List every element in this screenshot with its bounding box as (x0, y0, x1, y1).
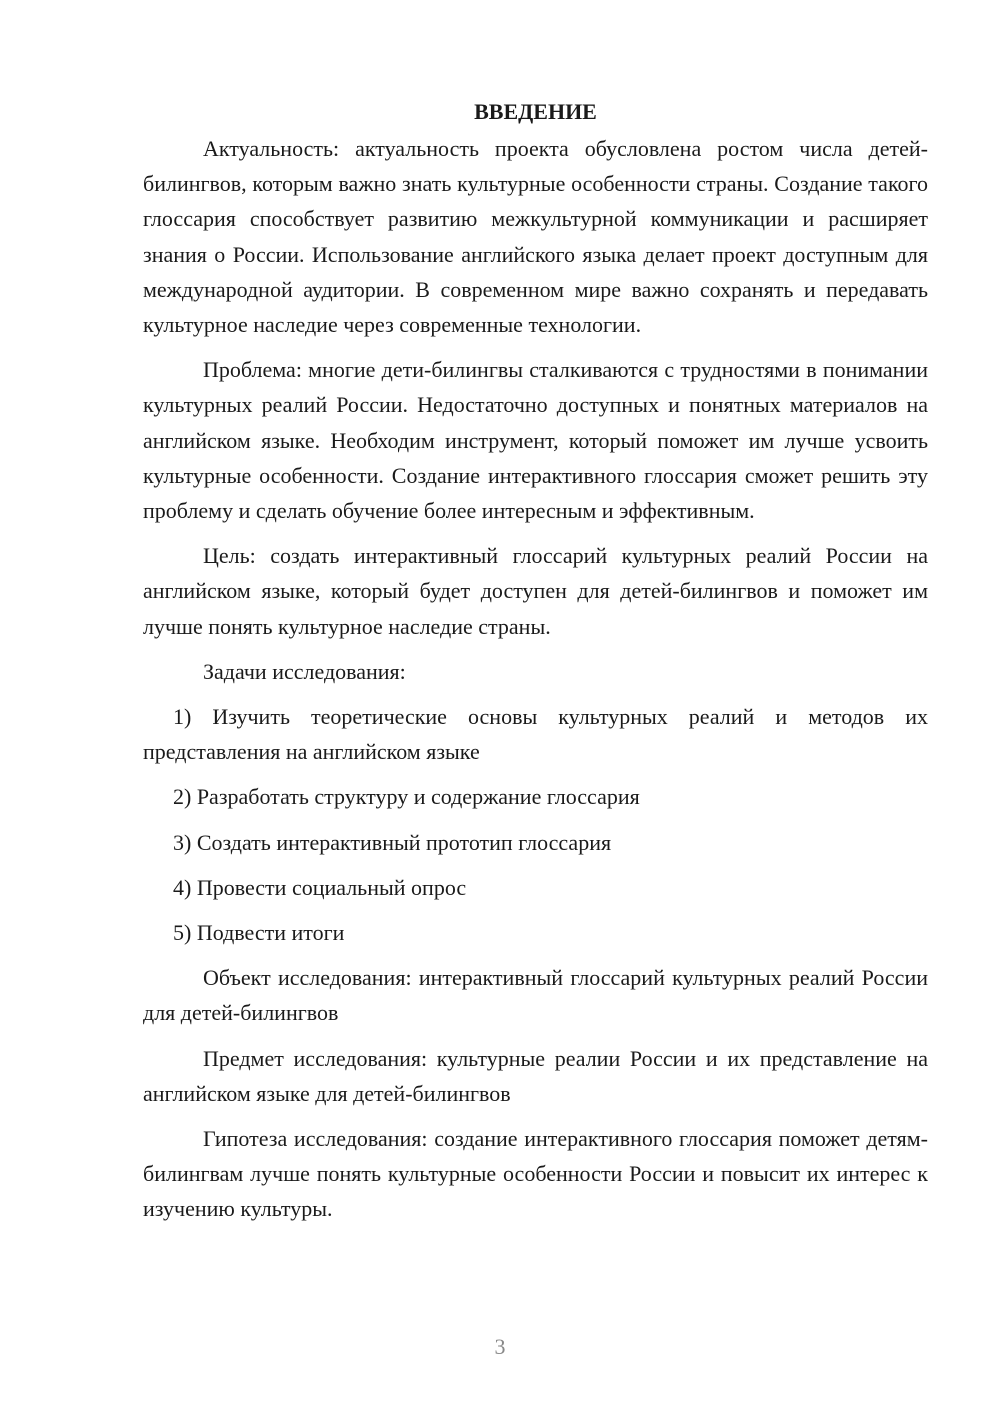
tasks-heading: Задачи исследования: (203, 658, 406, 684)
task-item-3: 3) Создать интерактивный прототип глоссария (173, 829, 612, 855)
goal-paragraph: Цель: создать интерактивный глоссарий культурных реалий России на английском языке, который будет доступен для детей-билингвов и поможет им лучше понять культурное наследие страны. (143, 543, 928, 639)
task-item-1: 1) Изучить теоретические основы культурных реалий и методов их представления на английском языке (143, 704, 928, 765)
relevance-paragraph: Актуальность: актуальность проекта обусловлена ростом числа детей-билингвов, которым важно знать культурные особенности страны. Создание такого глоссария способствует развитию межкультурной коммуникации и расширяет знания о России. Использование английского языка делает проект доступным для международной аудитории. В современном мире важно сохранять и передавать культурное наследие через современные технологии. (143, 136, 928, 338)
page-content (143, 94, 928, 1237)
problem-paragraph: Проблема: многие дети-билингвы сталкиваются с трудностями в понимании культурных реалий России. Недостаточно доступных и понятных материалов на английском языке. Необходим инструмент, который поможет им лучше усвоить культурные особенности. Создание интерактивного глоссария сможет решить эту проблему и сделать обучение более интересным и эффективным. (143, 357, 928, 524)
task-item-2: 2) Разработать структуру и содержание глоссария (173, 784, 640, 810)
page-number: 3 (494, 1334, 506, 1359)
object-paragraph: Объект исследования: интерактивный глоссарий культурных реалий России для детей-билингвов (143, 965, 928, 1026)
task-item-4: 4) Провести социальный опрос (173, 874, 467, 900)
subject-paragraph: Предмет исследования: культурные реалии России и их представление на английском языке для детей-билингвов (143, 1045, 928, 1106)
page-title: ВВЕДЕНИЕ (474, 99, 597, 124)
task-item-5: 5) Подвести итоги (173, 920, 345, 946)
hypothesis-paragraph: Гипотеза исследования: создание интерактивного глоссария поможет детям-билингвам лучше понять культурные особенности России и повысит их интерес к изучению культуры. (143, 1126, 928, 1222)
